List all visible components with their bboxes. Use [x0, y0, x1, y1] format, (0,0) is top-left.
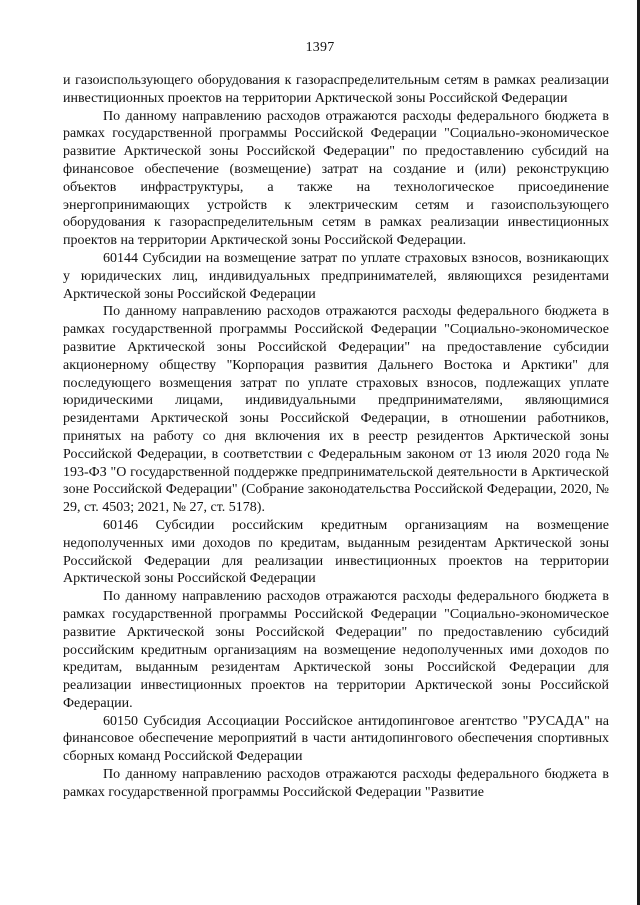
paragraph-description: По данному направлению расходов отражаются расходы федерального бюджета в рамках государственной программы Российской Федерации "Социально-экономическое развитие Арктической зоны Российской Федерации" по предоставлению субсидий российским кредитным организациям на возмещение недополученных ими доходов по кредитам, выданным резидентам Арктической зоны Российской Федерации для реализации инвестиционных проектов на территории Арктической зоны Российской Федерации. — [63, 589, 609, 711]
paragraph-description: По данному направлению расходов отражаются расходы федерального бюджета в рамках государственной программы Российской Федерации "Развитие — [63, 767, 609, 800]
paragraph-code-heading: 60146 Субсидии российским кредитным организациям на возмещение недополученных ими доходов по кредитам, выданным резидентам Арктической зоны Российской Федерации для реализации инвестиционных проектов на территории Арктической зоны Российской Федерации — [63, 517, 609, 587]
page-number: 1397 — [305, 40, 335, 55]
paragraph-code-heading: 60150 Субсидия Ассоциации Российское антидопинговое агентство "РУСАДА" на финансовое обеспечение мероприятий в части антидопингового обеспечения спортивных сборных команд Российской Федерации — [63, 713, 609, 765]
paragraph-continuation: и газоиспользующего оборудования к газораспределительным сетям в рамках реализации инвестиционных проектов на территории Арктической зоны Российской Федерации — [63, 73, 609, 106]
paragraph-description: По данному направлению расходов отражаются расходы федерального бюджета в рамках государственной программы Российской Федерации "Социально-экономическое развитие Арктической зоны Российской Федерации" на предоставление субсидии акционерному обществу "Корпорация развития Дальнего Востока и Арктики" для последующего возмещения затрат по уплате страховых взносов, подлежащих уплате юридическими лицами, индивидуальными предпринимателями, являющимися резидентами Арктической зоны Российской Федерации, в отношении работников, принятых на работу со дня включения их в реестр резидентов Арктической зоны Российской Федерации, в соответствии с Федеральным законом от 13 июля 2020 года № 193-ФЗ "О государственной поддержке предпринимательской деятельности в Арктической зоне Российской Федерации" (Собрание законодательства Российской Федерации, 2020, № 29, ст. 4503; 2021, № 27, ст. 5178). — [63, 304, 609, 516]
document-body — [63, 72, 609, 802]
paragraph-code-heading: 60144 Субсидии на возмещение затрат по уплате страховых взносов, возникающих у юридических лиц, индивидуальных предпринимателей, являющихся резидентами Арктической зоны Российской Федерации — [63, 250, 609, 302]
paragraph-description: По данному направлению расходов отражаются расходы федерального бюджета в рамках государственной программы Российской Федерации "Социально-экономическое развитие Арктической зоны Российской Федерации" по предоставлению субсидий на финансовое обеспечение (возмещение) затрат на создание и (или) реконструкцию объектов инфраструктуры, а также на технологическое присоединение энергопринимающих устройств к электрическим сетям и газоиспользующего оборудования к газораспределительным сетям в рамках реализации инвестиционных проектов на территории Арктической зоны Российской Федерации. — [63, 108, 609, 249]
